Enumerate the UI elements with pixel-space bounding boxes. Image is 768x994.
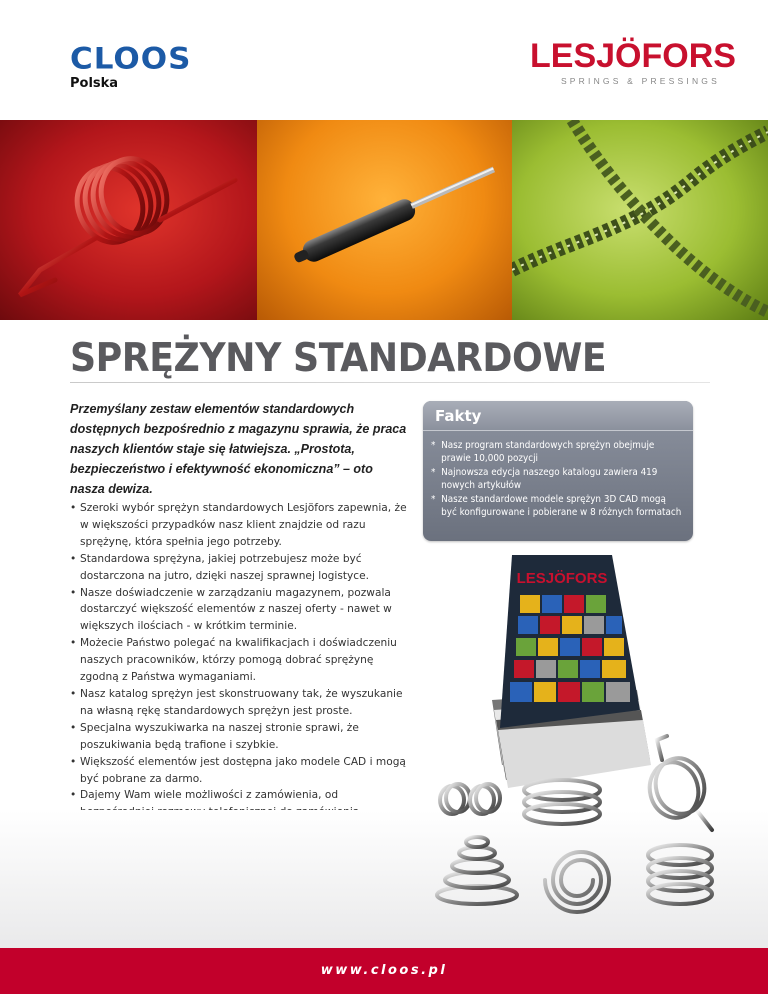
benefit-item: • Specjalna wyszukiwarka na naszej stronie sprawi, że poszukiwania będą trafione i szybkie.	[70, 720, 410, 754]
footer-website-link[interactable]: www.cloos.pl	[320, 963, 448, 978]
benefit-item: • Nasz katalog sprężyn jest skonstruowany tak, że wyszukanie na własną rękę standardowych sprężyn jest proste.	[70, 686, 410, 720]
banner-photo-torsion-spring	[0, 120, 257, 320]
facts-header	[423, 401, 693, 431]
gas-spring-illustration	[257, 120, 512, 320]
catalog-and-springs-illustration	[412, 550, 732, 950]
torsion-spring-illustration	[0, 120, 257, 320]
benefit-item: • Standardowa sprężyna, jakiej potrzebujesz może być dostarczona na jutro, dzięki naszej sprawnej logistyce.	[70, 551, 410, 585]
cloos-logo-word: CLOOS	[70, 41, 192, 77]
cloos-logo-sub: Polska	[70, 76, 119, 91]
fact-item: * Nasze standardowe modele sprężyn 3D CAD mogą być konfigurowane i pobierane w 8 różnych formatach	[431, 493, 684, 520]
banner-photo-wire-springs	[512, 120, 768, 320]
title-divider	[70, 382, 710, 383]
lesjofors-logo-word: LESJÖFORS	[530, 37, 736, 75]
facts-list	[423, 431, 693, 519]
catalog-cover-brand: LESJÖFORS	[516, 570, 608, 587]
photo-banner	[0, 120, 768, 320]
intro-paragraph: Przemyślany zestaw elementów standardowych dostępnych bezpośrednio z magazynu sprawia, że praca naszych klientów staje się łatwiejsza. „Prostota, bezpieczeństwo i efektywność ekonomiczna” – oto nasza dewiza.	[70, 402, 407, 496]
footer-bar	[0, 948, 768, 994]
wire-springs-illustration	[512, 120, 768, 320]
lesjofors-logo	[530, 37, 736, 90]
page-title: SPRĘŻYNY STANDARDOWE	[70, 336, 607, 381]
catalog-stack-image	[492, 555, 651, 788]
benefit-item: • Szeroki wybór sprężyn standardowych Lesjöfors zapewnia, że w większości przypadków nasz klient znajdzie od razu sprężynę, która spełnia jego potrzeby.	[70, 500, 410, 551]
benefit-item: • Nasze doświadczenie w zarządzaniu magazynem, pozwala dostarczyć większość elementów z naszej oferty - nawet w większych ilościach - w krótkim terminie.	[70, 585, 410, 636]
facts-title: Fakty	[435, 407, 482, 425]
benefit-item: • Możecie Państwo polegać na kwalifikacjach i doświadczeniu naszych pracowników, którzy pomogą dobrać sprężynę zgodną z Państwa wymaganiami.	[70, 635, 410, 686]
cloos-polska-logo	[70, 41, 200, 94]
benefit-item: • Dajemy Wam wiele możliwości z zamówienia, od	[70, 787, 410, 838]
fact-item: * Najnowsza edycja naszego katalogu zawiera 419 nowych artykułów	[431, 466, 684, 493]
benefit-item: • Większość elementów jest dostępna jako modele CAD i mogą być pobrane za darmo.	[70, 754, 410, 788]
facts-box	[423, 401, 693, 541]
banner-photo-gas-spring	[257, 120, 512, 320]
lesjofors-logo-sub: SPRINGS & PRESSINGS	[560, 76, 720, 86]
fact-item: * Nasz program standardowych sprężyn obejmuje prawie 10,000 pozycji	[431, 439, 684, 466]
